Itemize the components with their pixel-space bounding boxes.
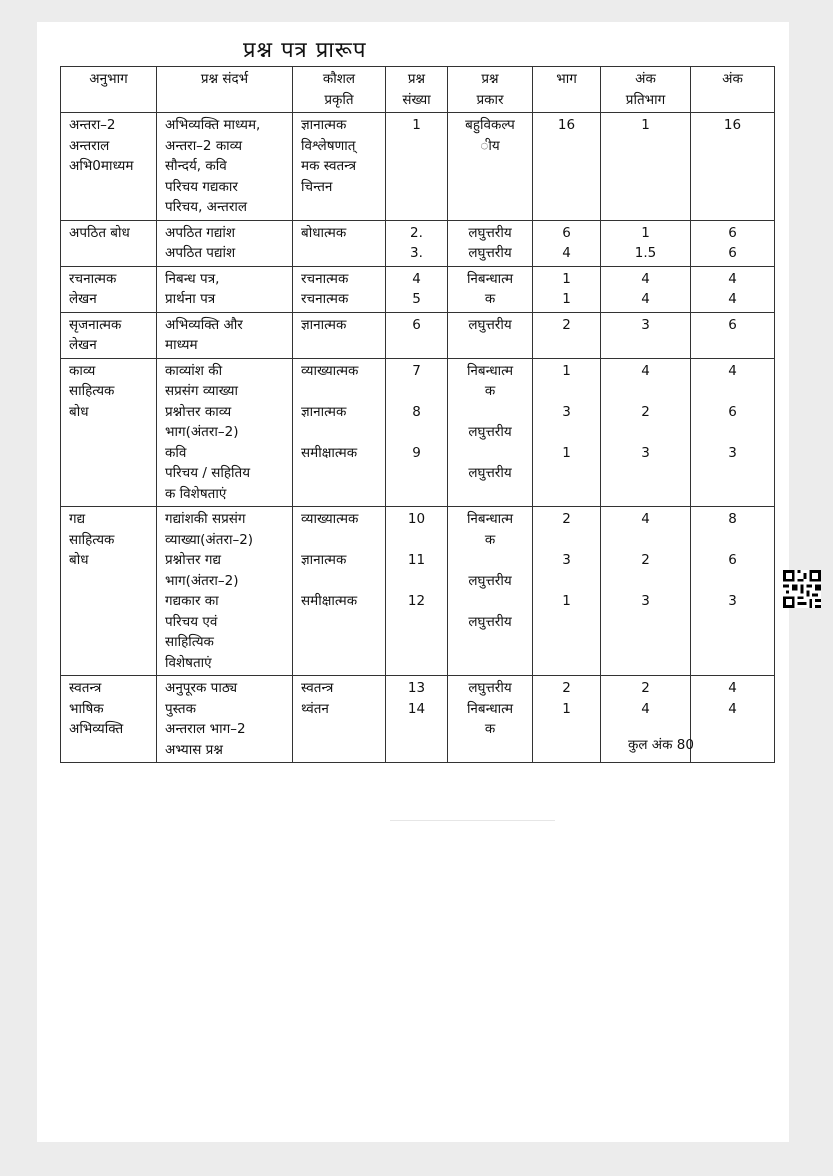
cell-line — [603, 530, 688, 551]
cell-line: सौन्दर्य, कवि — [165, 158, 227, 174]
marks-cell — [691, 676, 775, 763]
marks-cell — [691, 358, 775, 507]
marks-per-part-cell — [601, 220, 691, 266]
question-type-cell — [448, 507, 533, 676]
marks-per-part-cell — [601, 507, 691, 676]
cell-line — [603, 381, 688, 402]
cell-line: 6 — [728, 224, 737, 241]
cell-line: परिचय गद्यकार — [165, 178, 238, 195]
cell-line: 14 — [407, 700, 426, 717]
cell-line: 2 — [562, 316, 571, 333]
parts-cell — [533, 312, 601, 358]
question-number-cell — [386, 266, 448, 312]
marks-per-part-cell — [601, 358, 691, 507]
cell-line — [388, 422, 445, 443]
header-line: प्रश्न संदर्भ — [200, 71, 249, 87]
cell-line — [301, 530, 380, 551]
cell-line: ज्ञानात्मक — [301, 403, 347, 420]
question-number-cell — [386, 676, 448, 763]
header-section — [61, 67, 157, 113]
cell-line: 6 — [412, 316, 421, 333]
question-number-cell — [386, 358, 448, 507]
cell-line: साहित्यक — [69, 531, 115, 548]
section-cell — [61, 507, 157, 676]
cell-line: 6 — [728, 552, 737, 568]
cell-line: 1 — [562, 444, 571, 461]
cell-line: 2 — [562, 680, 571, 696]
cell-line: विशेषताएं — [165, 654, 212, 671]
cell-line — [693, 381, 772, 402]
header-line: संख्या — [402, 91, 431, 108]
cell-line: स्वतन्त्र — [69, 680, 102, 696]
cell-line: लेखन — [69, 337, 97, 353]
skill-cell — [293, 220, 386, 266]
cell-line: क — [484, 721, 496, 737]
cell-line: 13 — [407, 680, 426, 696]
section-cell — [61, 113, 157, 221]
table-header-row — [61, 67, 775, 113]
cell-line: 2. — [410, 224, 423, 241]
total-marks: कुल अंक 80 — [628, 737, 694, 753]
question-number-cell — [386, 507, 448, 676]
cell-line: गद्यकार का — [165, 593, 219, 609]
header-line: प्रश्न — [481, 71, 499, 87]
table-row — [61, 266, 775, 312]
marks-cell — [691, 113, 775, 221]
cell-line: समीक्षात्मक — [301, 444, 358, 461]
cell-line: 10 — [407, 511, 426, 527]
cell-line: 4 — [641, 270, 650, 287]
cell-line: 3. — [410, 245, 423, 261]
cell-line: लघुत्तरीय — [468, 465, 512, 481]
cell-line — [301, 381, 380, 402]
reference-cell — [157, 266, 293, 312]
cell-line — [388, 530, 445, 551]
cell-line: समीक्षात्मक — [301, 593, 358, 609]
cell-line: 1 — [562, 270, 571, 287]
cell-line — [693, 530, 772, 551]
cell-line — [603, 571, 688, 592]
parts-cell — [533, 676, 601, 763]
cell-line: भाग(अंतरा–2) — [165, 424, 239, 440]
cell-line: प्रार्थना पत्र — [165, 291, 216, 307]
table-row — [61, 358, 775, 507]
cell-line: साहित्यक — [69, 383, 115, 399]
header-reference — [157, 67, 293, 113]
cell-line: 4 — [641, 700, 650, 717]
cell-line: अभ्यास प्रश्न — [165, 741, 223, 758]
cell-line: अपठित पद्यांश — [165, 245, 236, 261]
cell-line: रचनात्मक — [301, 291, 349, 307]
cell-line: 3 — [641, 593, 650, 609]
skill-cell — [293, 113, 386, 221]
cell-line: परिचय एवं — [165, 613, 218, 630]
question-type-cell — [448, 358, 533, 507]
cell-line: व्याख्या(अंतरा–2) — [165, 531, 254, 548]
parts-cell — [533, 358, 601, 507]
cell-line: 6 — [728, 245, 737, 261]
cell-line — [535, 571, 598, 592]
cell-line: 1 — [641, 224, 650, 241]
parts-cell — [533, 507, 601, 676]
marks-cell — [691, 312, 775, 358]
cell-line: क विशेषताएं — [165, 485, 227, 502]
cell-line: 3 — [728, 593, 737, 609]
header-line: कौशल — [322, 71, 356, 87]
table-row — [61, 507, 775, 676]
cell-line: 1 — [562, 593, 571, 609]
cell-line: पुस्तक — [165, 700, 196, 717]
cell-line: प्रश्नोत्तर काव्य — [165, 403, 232, 420]
cell-line: अभि0माध्यम — [69, 158, 134, 174]
header-qno — [386, 67, 448, 113]
question-paper-table — [60, 66, 775, 763]
cell-line — [450, 591, 530, 612]
cell-line: अन्तराल — [69, 137, 110, 154]
cell-line — [388, 381, 445, 402]
header-parts — [533, 67, 601, 113]
cell-line: 6 — [728, 403, 737, 420]
header-line: प्रश्न — [407, 71, 426, 87]
cell-line: व्याख्यात्मक — [301, 362, 359, 379]
reference-cell — [157, 358, 293, 507]
skill-cell — [293, 676, 386, 763]
cell-line: चिन्तन — [301, 178, 333, 195]
cell-line: अन्तरा–2 — [69, 117, 116, 133]
parts-cell — [533, 220, 601, 266]
cell-line — [603, 422, 688, 443]
cell-line: सृजनात्मक — [69, 316, 122, 333]
cell-line: ीय — [480, 137, 500, 154]
skill-cell — [293, 358, 386, 507]
cell-line — [535, 530, 598, 551]
cell-line: थ्वंतन — [301, 700, 329, 717]
header-line: भाग — [556, 71, 577, 87]
cell-line: 7 — [412, 362, 421, 379]
cell-line: 6 — [728, 316, 737, 333]
cell-line — [301, 422, 380, 443]
cell-line: अभिव्यक्ति माध्यम, — [165, 117, 261, 133]
cell-line: अन्तराल भाग–2 — [165, 721, 246, 737]
cell-line: बोध — [69, 552, 89, 568]
header-marks-per-part — [601, 67, 691, 113]
marks-cell — [691, 266, 775, 312]
cell-line: 11 — [407, 552, 426, 568]
cell-line: 4 — [728, 291, 737, 307]
cell-line: परिचय / सहितिय — [165, 465, 251, 481]
qr-code-icon — [783, 570, 821, 608]
skill-cell — [293, 507, 386, 676]
cell-line: 3 — [562, 403, 571, 420]
cell-line: क — [484, 291, 496, 307]
marks-per-part-cell — [601, 113, 691, 221]
cell-line: 12 — [407, 593, 426, 609]
header-marks — [691, 67, 775, 113]
cell-line: 1 — [562, 291, 571, 307]
cell-line: बहुविकल्प — [465, 117, 515, 133]
cell-line: परिचय, अन्तराल — [165, 199, 248, 215]
cell-line — [388, 571, 445, 592]
section-cell — [61, 676, 157, 763]
cell-line: लघुत्तरीय — [468, 572, 512, 589]
cell-line: 3 — [562, 552, 571, 568]
cell-line — [693, 571, 772, 592]
header-line: अंक — [635, 71, 656, 87]
cell-line: लघुत्तरीय — [468, 613, 512, 630]
cell-line: गद्य — [69, 511, 86, 527]
question-type-cell — [448, 266, 533, 312]
cell-line: 4 — [562, 245, 571, 261]
cell-line: रचनात्मक — [301, 270, 349, 287]
cell-line — [535, 422, 598, 443]
cell-line — [450, 402, 530, 423]
cell-line: 4 — [641, 291, 650, 307]
cell-line: लघुत्तरीय — [468, 245, 512, 261]
cell-line: 1 — [641, 117, 650, 133]
cell-line: लेखन — [69, 291, 97, 307]
cell-line: ज्ञानात्मक — [301, 552, 347, 568]
reference-cell — [157, 312, 293, 358]
header-skill — [293, 67, 386, 113]
section-cell — [61, 220, 157, 266]
marks-per-part-cell — [601, 266, 691, 312]
reference-cell — [157, 507, 293, 676]
reference-cell — [157, 113, 293, 221]
cell-line: अन्तरा–2 काव्य — [165, 137, 243, 154]
cell-line: व्याख्यात्मक — [301, 511, 359, 527]
cell-line: 3 — [641, 444, 650, 461]
cell-line: 4 — [728, 680, 737, 696]
cell-line: अभिव्यक्ति और — [165, 316, 243, 333]
marks-cell — [691, 507, 775, 676]
cell-line: लघुत्तरीय — [468, 316, 512, 333]
cell-line: निबन्धात्म — [466, 270, 514, 287]
header-line: अनुभाग — [89, 71, 128, 87]
cell-line: रचनात्मक — [69, 270, 117, 287]
cell-line: भाषिक — [69, 700, 104, 717]
parts-cell — [533, 266, 601, 312]
cell-line: 1 — [562, 700, 571, 717]
cell-line: 16 — [723, 117, 742, 133]
reference-cell — [157, 676, 293, 763]
cell-line: 1 — [412, 117, 421, 133]
cell-line: कवि — [165, 444, 187, 461]
header-line: प्रतिभाग — [625, 91, 666, 108]
cell-line: 2 — [641, 552, 650, 568]
cell-line: अपठित गद्यांश — [165, 224, 236, 241]
cell-line: क — [484, 531, 496, 548]
cell-line: काव्यांश की — [165, 362, 223, 379]
section-cell — [61, 312, 157, 358]
question-number-cell — [386, 220, 448, 266]
cell-line: स्वतन्त्र — [301, 680, 334, 696]
cell-line: 4 — [412, 270, 421, 287]
cell-line: 5 — [412, 291, 421, 307]
cell-line: 16 — [557, 117, 576, 133]
cell-line — [301, 571, 380, 592]
section-cell — [61, 358, 157, 507]
skill-cell — [293, 266, 386, 312]
marks-cell — [691, 220, 775, 266]
cell-line: 4 — [728, 700, 737, 717]
cell-line — [450, 443, 530, 464]
cell-line: निबन्धात्म — [466, 362, 514, 379]
question-type-cell — [448, 220, 533, 266]
cell-line: ज्ञानात्मक — [301, 117, 347, 133]
cell-line: 8 — [728, 511, 737, 527]
cell-line: 1.5 — [634, 245, 657, 261]
cell-line: निबन्धात्म — [466, 511, 514, 527]
divider — [390, 820, 555, 821]
cell-line: लघुत्तरीय — [468, 424, 512, 440]
header-line: अंक — [722, 71, 743, 87]
cell-line: विश्लेषणात् — [301, 137, 356, 154]
cell-line: सप्रसंग व्याख्या — [165, 383, 238, 399]
cell-line: माध्यम — [165, 337, 198, 353]
cell-line: 4 — [641, 362, 650, 379]
cell-line: बोध — [69, 403, 89, 420]
cell-line: अपठित बोध — [69, 224, 130, 241]
cell-line: 2 — [562, 511, 571, 527]
cell-line: 3 — [641, 316, 650, 333]
table-row — [61, 220, 775, 266]
header-line: प्रकार — [476, 91, 504, 108]
cell-line — [450, 550, 530, 571]
cell-line: बोधात्मक — [301, 224, 347, 241]
header-qtype — [448, 67, 533, 113]
cell-line: 4 — [728, 270, 737, 287]
page-title: प्रश्न पत्र प्रारूप — [243, 38, 367, 63]
cell-line: काव्य — [69, 362, 96, 379]
cell-line: लघुत्तरीय — [468, 680, 512, 696]
cell-line: अभिव्यक्ति — [69, 721, 124, 737]
cell-line: अनुपूरक पाठ्य — [165, 680, 238, 696]
cell-line: साहित्यिक — [165, 634, 214, 650]
question-type-cell — [448, 113, 533, 221]
cell-line: 1 — [562, 362, 571, 379]
cell-line: निबन्धात्म — [466, 700, 514, 717]
cell-line: 9 — [412, 444, 421, 461]
cell-line: 4 — [728, 362, 737, 379]
table-row — [61, 113, 775, 221]
question-number-cell — [386, 312, 448, 358]
cell-line: प्रश्नोत्तर गद्य — [165, 552, 221, 568]
cell-line: 3 — [728, 444, 737, 461]
cell-line — [693, 422, 772, 443]
question-type-cell — [448, 312, 533, 358]
cell-line: निबन्ध पत्र, — [165, 270, 220, 287]
cell-line: ज्ञानात्मक — [301, 316, 347, 333]
cell-line: 2 — [641, 680, 650, 696]
cell-line — [535, 381, 598, 402]
cell-line: 4 — [641, 511, 650, 527]
question-number-cell — [386, 113, 448, 221]
cell-line: लघुत्तरीय — [468, 224, 512, 241]
header-line: प्रकृति — [324, 91, 354, 108]
cell-line: मक स्वतन्त्र — [301, 158, 357, 174]
cell-line: 2 — [641, 403, 650, 420]
skill-cell — [293, 312, 386, 358]
cell-line: गद्यांशकी सप्रसंग — [165, 511, 246, 527]
section-cell — [61, 266, 157, 312]
table-row — [61, 312, 775, 358]
cell-line: भाग(अंतरा–2) — [165, 572, 239, 589]
cell-line: 8 — [412, 403, 421, 420]
marks-per-part-cell — [601, 312, 691, 358]
question-type-cell — [448, 676, 533, 763]
cell-line: 6 — [562, 224, 571, 241]
reference-cell — [157, 220, 293, 266]
cell-line: क — [484, 383, 496, 399]
parts-cell — [533, 113, 601, 221]
